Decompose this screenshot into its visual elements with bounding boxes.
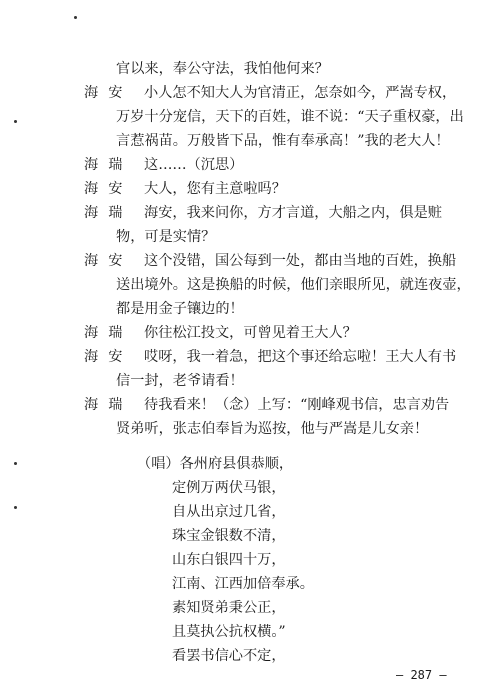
speaker-label: 海安	[84, 181, 133, 197]
margin-mark	[74, 16, 77, 19]
text-line: 这……（沉思）	[144, 157, 244, 173]
margin-mark	[14, 462, 17, 465]
text-line: 贤弟听，张志伯奉旨为巡按，他与严嵩是儿女亲！	[116, 421, 429, 437]
speaker-label: 海安	[84, 349, 133, 365]
margin-mark	[14, 120, 17, 123]
text-line: 哎呀，我一着急，把这个事还给忘啦！王大人有书	[144, 349, 457, 365]
margin-mark	[14, 506, 17, 509]
verse-line: 自从出京过几省，	[172, 504, 286, 520]
speaker-label: 海瑞	[84, 397, 133, 413]
verse-line: 看罢书信心不定，	[172, 648, 286, 664]
text-line: 这个没错，国公每到一处，都由当地的百姓，换船	[144, 253, 457, 269]
verse-line: 江南、江西加倍奉承。	[172, 576, 314, 592]
text-line: 待我看来！（念）上写：“刚峰观书信，忠言劝告	[144, 397, 450, 413]
speaker-label: 海瑞	[84, 325, 133, 341]
verse-line: 且莫执公抗权横。”	[172, 624, 286, 640]
speaker-label: 海瑞	[84, 205, 133, 221]
verse-line: 珠宝金银数不清，	[172, 528, 286, 544]
speaker-label: 海瑞	[84, 157, 133, 173]
speaker-label: 海安	[84, 253, 133, 269]
verse-line: 山东白银四十万，	[172, 552, 286, 568]
text-line: 送出境外。这是换船的时候，他们亲眼所见，就连夜壶，	[116, 277, 471, 293]
verse-line: 定例万两伏马银，	[172, 480, 286, 496]
verse-line: （唱）各州府县俱恭顺，	[137, 456, 294, 472]
text-line: 小人怎不知大人为官清正，怎奈如今，严嵩专权，	[144, 85, 457, 101]
text-line: 都是用金子镶边的！	[116, 301, 244, 317]
text-line: 物，可是实情？	[116, 229, 216, 245]
text-line: 大人，您有主意啦吗？	[144, 181, 286, 197]
text-line: 信一封，老爷请看！	[116, 373, 244, 389]
text-line: 官以来，奉公守法，我怕他何来？	[116, 61, 329, 77]
text-line: 海安，我来问你，方才言道，大船之内，俱是赃	[144, 205, 442, 221]
page-number: — 287 —	[396, 668, 447, 682]
verse-line: 素知贤弟秉公正，	[172, 600, 286, 616]
speaker-label: 海安	[84, 85, 133, 101]
text-line: 你往松江投文，可曾见着王大人？	[144, 325, 357, 341]
text-line: 万岁十分宠信，天下的百姓，谁不说：“天子重权豪，出	[116, 109, 464, 125]
text-line: 言惹祸苗。万般皆下品，惟有奉承高！”我的老大人！	[116, 133, 450, 149]
